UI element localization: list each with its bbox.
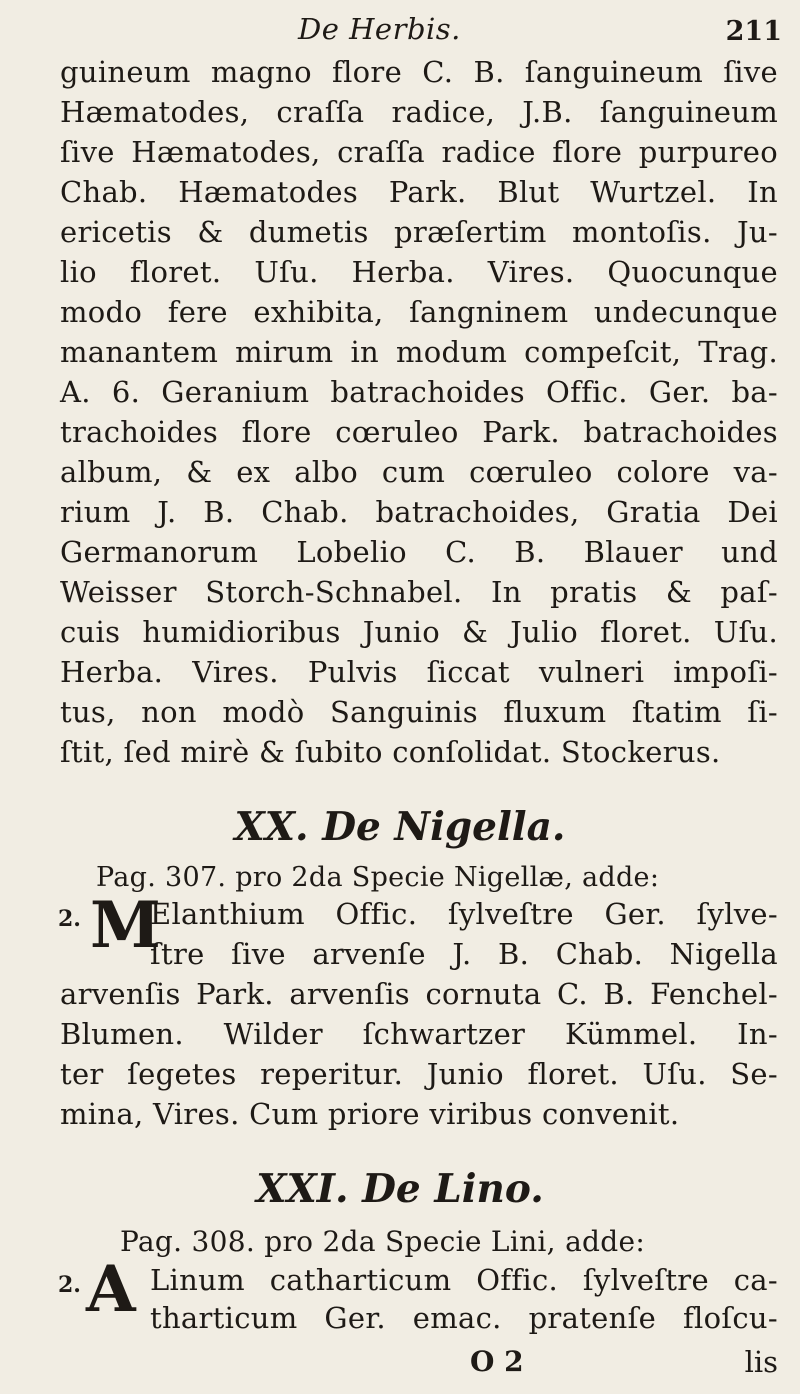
text-line: lio floret. Uſu. Herba. Vires. Quocunque xyxy=(60,255,778,289)
text-line: tus, non modò Sanguinis fluxum ſtatim ſi- xyxy=(60,695,778,729)
text-line: ſtit, ſed mirè & ſubito conſolidat. Stockerus. xyxy=(60,735,721,769)
text-line: ter ſegetes reperitur. Junio floret. Uſu. Se- xyxy=(60,1057,778,1091)
text-line: A. 6. Geranium batrachoides Offic. Ger. ba- xyxy=(60,375,778,409)
item-numeral: 2. xyxy=(58,906,81,932)
item-numeral: 2. xyxy=(58,1272,81,1298)
text-line: tharticum Ger. emac. pratenſe floſcu- xyxy=(150,1301,778,1335)
text-line: Linum catharticum Offic. ſylveſtre ca- xyxy=(150,1263,778,1297)
text-line: ſtre ſive arvenſe J. B. Chab. Nigella xyxy=(150,937,778,971)
text-line: rium J. B. Chab. batrachoides, Gratia Dei xyxy=(60,495,778,529)
drop-capital: A xyxy=(86,1252,136,1327)
text-line: Elanthium Offic. ſylveſtre Ger. ſylve- xyxy=(150,897,778,931)
drop-capital: M xyxy=(90,888,161,963)
text-line: Blumen. Wilder ſchwartzer Kümmel. In- xyxy=(60,1017,778,1051)
text-line: album, & ex albo cum cœruleo colore va- xyxy=(60,455,778,489)
text-line: manantem mirum in modum compeſcit, Trag. xyxy=(60,335,778,369)
text-line: mina, Vires. Cum priore viribus convenit. xyxy=(60,1097,680,1131)
text-line: modo fere exhibita, ſangninem undecunque xyxy=(60,295,778,329)
section-heading-nigella: XX. De Nigella. xyxy=(234,804,566,850)
text-line: cuis humidioribus Junio & Julio floret. Uſu. xyxy=(60,615,778,649)
catchword: lis xyxy=(744,1345,778,1379)
page-header xyxy=(60,8,782,54)
text-line: Herba. Vires. Pulvis ſiccat vulneri impoſi- xyxy=(60,655,778,689)
signature-mark: O 2 xyxy=(470,1345,524,1378)
text-line: arvenſis Park. arvenſis cornuta C. B. Fenchel- xyxy=(60,977,778,1011)
running-head: De Herbis. xyxy=(298,12,461,46)
section-heading-lino: XXI. De Lino. xyxy=(256,1166,544,1212)
section-intro: Pag. 307. pro 2da Specie Nigellæ, adde: xyxy=(96,862,660,893)
text-line: guineum magno flore C. B. ſanguineum ſive xyxy=(60,55,778,89)
section-intro: Pag. 308. pro 2da Specie Lini, adde: xyxy=(120,1225,646,1258)
text-line: Hæmatodes, craſſa radice, J.B. ſanguineum xyxy=(60,95,778,129)
text-line: ſive Hæmatodes, craſſa radice flore purpureo xyxy=(60,135,778,169)
page-number: 211 xyxy=(725,16,782,47)
text-line: Germanorum Lobelio C. B. Blauer und xyxy=(60,535,778,569)
text-line: Chab. Hæmatodes Park. Blut Wurtzel. In xyxy=(60,175,778,209)
text-line: ericetis & dumetis præſertim montoſis. Ju- xyxy=(60,215,778,249)
text-line: trachoides flore cœruleo Park. batrachoides xyxy=(60,415,778,449)
text-line: Weisser Storch-Schnabel. In pratis & paſ- xyxy=(60,575,778,609)
